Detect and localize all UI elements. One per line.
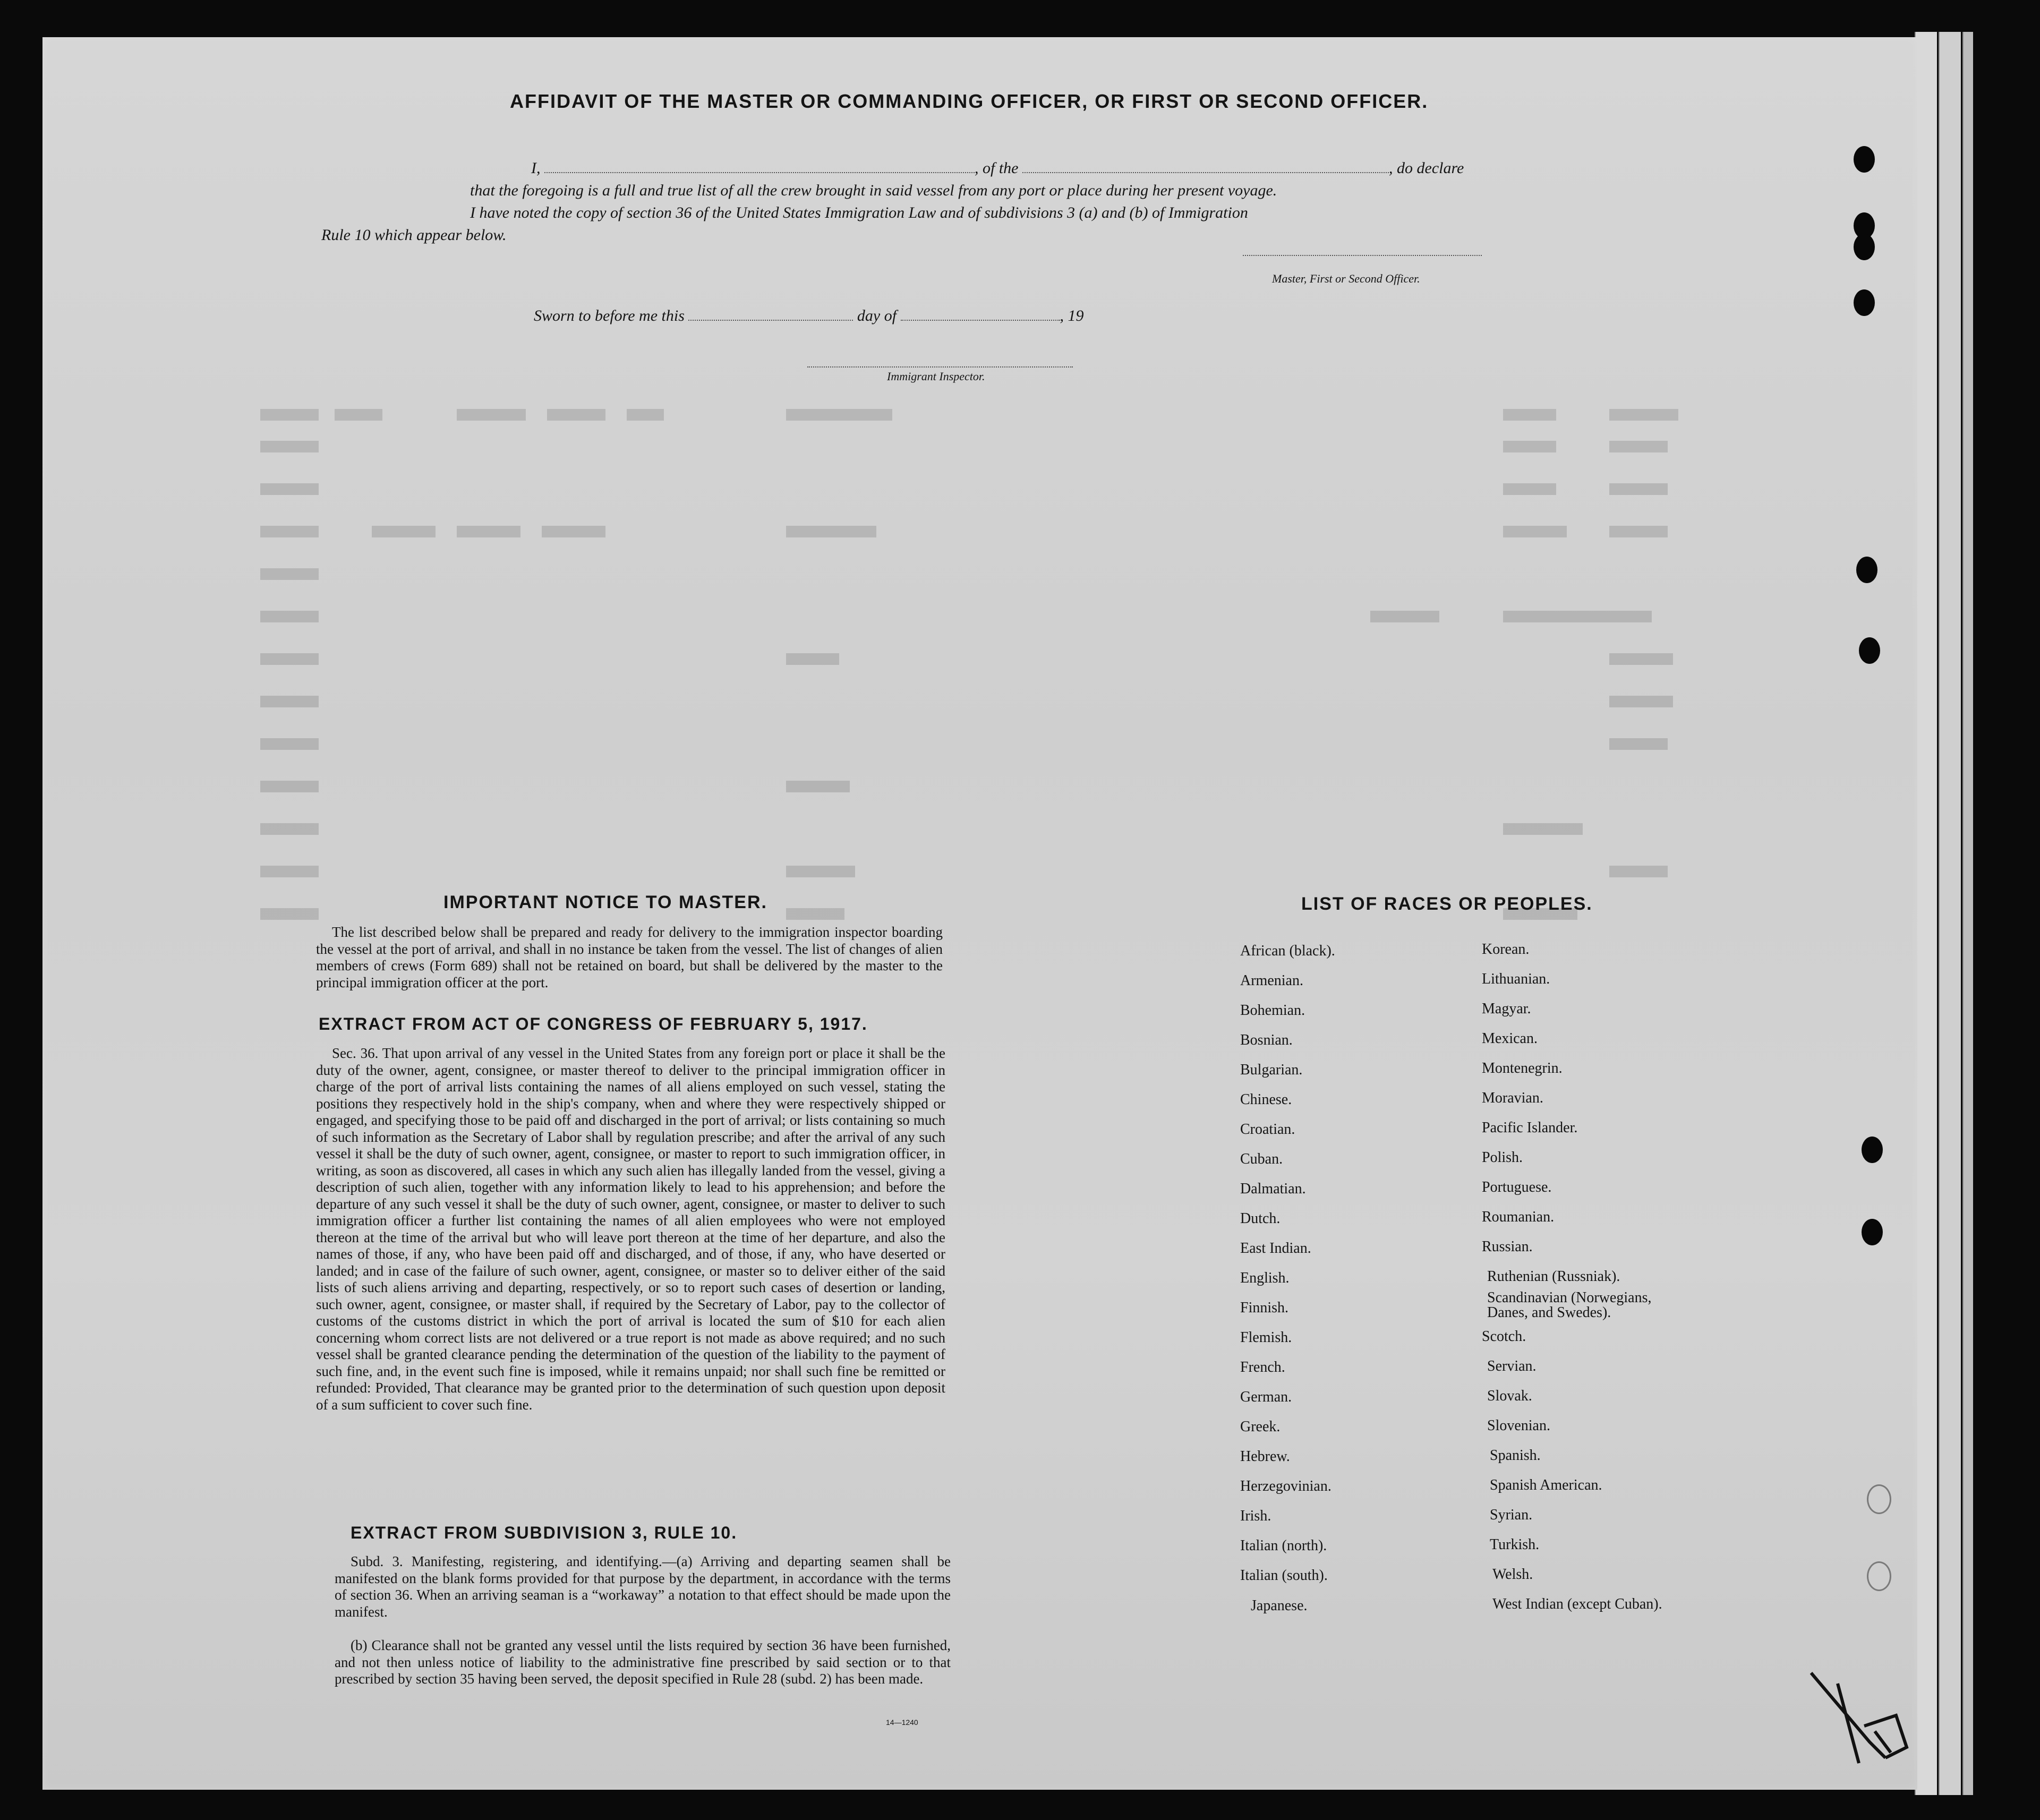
race-item: Mexican. (1482, 1030, 1538, 1047)
binder-hole (1862, 1137, 1883, 1163)
rule-subd-b (335, 1637, 951, 1688)
race-item: Spanish. (1490, 1447, 1541, 1464)
sworn-day-field[interactable] (688, 320, 853, 321)
race-item: Greek. (1240, 1419, 1281, 1435)
race-item: Servian. (1487, 1358, 1537, 1374)
race-item: Montenegrin. (1482, 1060, 1563, 1076)
sworn-prefix: Sworn to before me this (534, 307, 685, 324)
race-item: Welsh. (1492, 1566, 1533, 1583)
binder-hole (1854, 234, 1875, 260)
race-item: Pacific Islander. (1482, 1120, 1578, 1136)
race-item: Polish. (1482, 1149, 1523, 1166)
races-title: LIST OF RACES OR PEOPLES. (1301, 894, 1593, 914)
race-item: West Indian (except Cuban). (1492, 1596, 1662, 1612)
vessel-name-field[interactable] (1022, 172, 1389, 173)
binder-hole (1854, 146, 1875, 173)
race-item: Japanese. (1251, 1597, 1308, 1614)
race-item: Finnish. (1240, 1300, 1289, 1316)
page-edge (1915, 32, 1937, 1795)
affidavit-title: AFFIDAVIT OF THE MASTER OR COMMANDING OFFICER, OR FIRST OR SECOND OFFICER. (510, 90, 1429, 112)
race-item: Flemish. (1240, 1329, 1292, 1346)
race-item: Slovenian. (1487, 1417, 1550, 1434)
extract-act-title: EXTRACT FROM ACT OF CONGRESS OF FEBRUARY 5, 1917. (319, 1014, 868, 1033)
race-item: Bohemian. (1240, 1002, 1305, 1019)
sworn-day-label: day of (857, 307, 897, 324)
race-item: African (black). (1240, 943, 1335, 959)
race-item: Ruthenian (Russniak). (1487, 1268, 1620, 1285)
notice-body: The list described below shall be prepared and ready for delivery to the immigration inspector boarding the vessel at the port of arrival, and shall in no instance be taken from the vessel. The list of changes of alien members of crews (Form 689) shall not be retained on board, but shall be delivered by the master to the principal immigration officer at the port. (316, 924, 943, 990)
race-item: Cuban. (1240, 1151, 1283, 1167)
race-item: Dalmatian. (1240, 1181, 1306, 1197)
race-item: Lithuanian. (1482, 971, 1550, 987)
pen-mark (1806, 1652, 1923, 1768)
race-item: Syrian. (1490, 1507, 1533, 1523)
inspector-signature-field[interactable] (807, 366, 1073, 368)
race-item: Italian (north). (1240, 1537, 1327, 1554)
officer-name-field[interactable] (544, 172, 975, 173)
race-item: Chinese. (1240, 1091, 1292, 1108)
section-36-text (316, 1045, 945, 1413)
section-36-body: Sec. 36. That upon arrival of any vessel in the United States from any foreign port or place it shall be the duty of the owner, agent, consignee, or master thereof to deliver to the principal immigration officer in charge of the port of arrival lists containing the names of all aliens employed on such vessel, stating the positions they respectively hold in the ship's company, when and where they were respectively shipped or engaged, and specifying those to be paid off and discharged in the port of arrival; or lists containing so much of such information as the Secretary of Labor shall by regulation prescribe; and after the arrival of any such vessel it shall be the duty of such owner, agent, consignee, or master to report to such immigration officer, in writing, as soon as discovered, all cases in which any such alien has illegally landed from the vessel, giving a description of such alien, together with any information likely to lead to his apprehension; and before the departure of any such vessel it shall be the duty of such owner, agent, consignee, or master to deliver to such immigration officer a further list containing the names of all alien employees who were not employed thereon at the time of the arrival but who will leave port thereon at the time of her departure, and also the names of those, if any, who have been paid off and discharged, and of those, if any, who have deserted or landed; and in case of the failure of such owner, agent, consignee, or master so to deliver either of the said lists of such aliens arriving and departing, respectively, or so to report such cases of desertion or landing, such owner, agent, consignee, or master shall, if required by the Secretary of Labor, pay to the collector of customs of the customs district in which the port of arrival is located the sum of $10 for each alien concerning whom correct lists are not delivered or a true report is not made as above required; and no such vessel shall be granted clearance pending the determination of the question of the liability to the payment of such fine, and, in the event such fine is imposed, while it remains unpaid; nor shall such fine be remitted or refunded: Provided, That clearance may be granted prior to the determination of such question upon deposit of a sum sufficient to cover such fine. (316, 1045, 945, 1413)
race-item: Moravian. (1482, 1090, 1543, 1106)
race-item: English. (1240, 1270, 1290, 1286)
declaration-declare-label: , do declare (1389, 159, 1464, 177)
race-item: Scotch. (1482, 1328, 1526, 1345)
race-item: Roumanian. (1482, 1209, 1555, 1225)
race-item: Bulgarian. (1240, 1062, 1303, 1078)
rule-subd-a (335, 1553, 951, 1620)
rule-subd-b-body: (b) Clearance shall not be granted any vessel until the lists required by section 36 have been furnished, and not then unless notice of liability to the administrative fine prescribed by said section or to that prescribed by section 35 having been served, the deposit specified in Rule 28 (subd. 2) has been made. (335, 1637, 951, 1687)
declaration-line-2: that the foregoing is a full and true list of all the crew brought in said vessel from any port or place during her present voyage. (470, 182, 1277, 199)
binder-hole (1854, 289, 1875, 316)
race-item: Scandinavian (Norwegians, Danes, and Swedes). (1487, 1289, 1652, 1321)
rule-subd-a-body: Subd. 3. Manifesting, registering, and identifying.—(a) Arriving and departing seamen shall be manifested on the blank forms provided for that purpose by the department, in accordance with the terms of section 36. When an arriving seaman is a “workaway” a notation to that effect should be made upon the manifest. (335, 1553, 951, 1620)
binder-hole (1862, 1219, 1883, 1245)
race-item: Magyar. (1482, 1001, 1531, 1017)
binder-hole (1856, 557, 1877, 583)
race-item: German. (1240, 1389, 1292, 1405)
declaration-line-3: I have noted the copy of section 36 of the United States Immigration Law and of subdivisions 3 (a) and (b) of Immigration (470, 204, 1248, 221)
race-item: French. (1240, 1359, 1285, 1375)
sworn-month-field[interactable] (901, 320, 1060, 321)
signature-label: Master, First or Second Officer. (1272, 272, 1420, 285)
binder-hole (1867, 1561, 1891, 1591)
race-item: Korean. (1482, 941, 1530, 958)
race-item: Italian (south). (1240, 1567, 1328, 1584)
declaration-line-4: Rule 10 which appear below. (321, 226, 507, 244)
inspector-label: Immigrant Inspector. (887, 370, 985, 383)
race-item: Turkish. (1490, 1536, 1540, 1553)
sworn-line (534, 307, 1084, 325)
declaration-of-the-label: , of the (975, 159, 1019, 177)
notice-title: IMPORTANT NOTICE TO MASTER. (443, 892, 767, 912)
race-item: Slovak. (1487, 1388, 1532, 1404)
race-item: Croatian. (1240, 1121, 1295, 1138)
race-item: Russian. (1482, 1238, 1533, 1255)
form-number: 14—1240 (886, 1718, 918, 1727)
signature-field[interactable] (1243, 255, 1482, 256)
race-item: Herzegovinian. (1240, 1478, 1331, 1494)
page-edge (1939, 32, 1961, 1795)
race-item: Bosnian. (1240, 1032, 1293, 1048)
declaration-line-1 (531, 159, 1464, 177)
binder-hole (1867, 1484, 1891, 1514)
page-edge (1962, 32, 1973, 1795)
race-item: Dutch. (1240, 1210, 1281, 1227)
race-item: Portuguese. (1482, 1179, 1552, 1195)
race-item: East Indian. (1240, 1240, 1311, 1257)
extract-rule-title: EXTRACT FROM SUBDIVISION 3, RULE 10. (351, 1523, 738, 1542)
sworn-year-label: , 19 (1060, 307, 1084, 324)
race-item: Irish. (1240, 1508, 1271, 1524)
declaration-i-label: I, (531, 159, 541, 177)
race-item: Spanish American. (1490, 1477, 1602, 1493)
race-item: Hebrew. (1240, 1448, 1290, 1465)
binder-hole (1859, 637, 1880, 664)
race-item: Armenian. (1240, 972, 1303, 989)
notice-text (316, 924, 943, 991)
